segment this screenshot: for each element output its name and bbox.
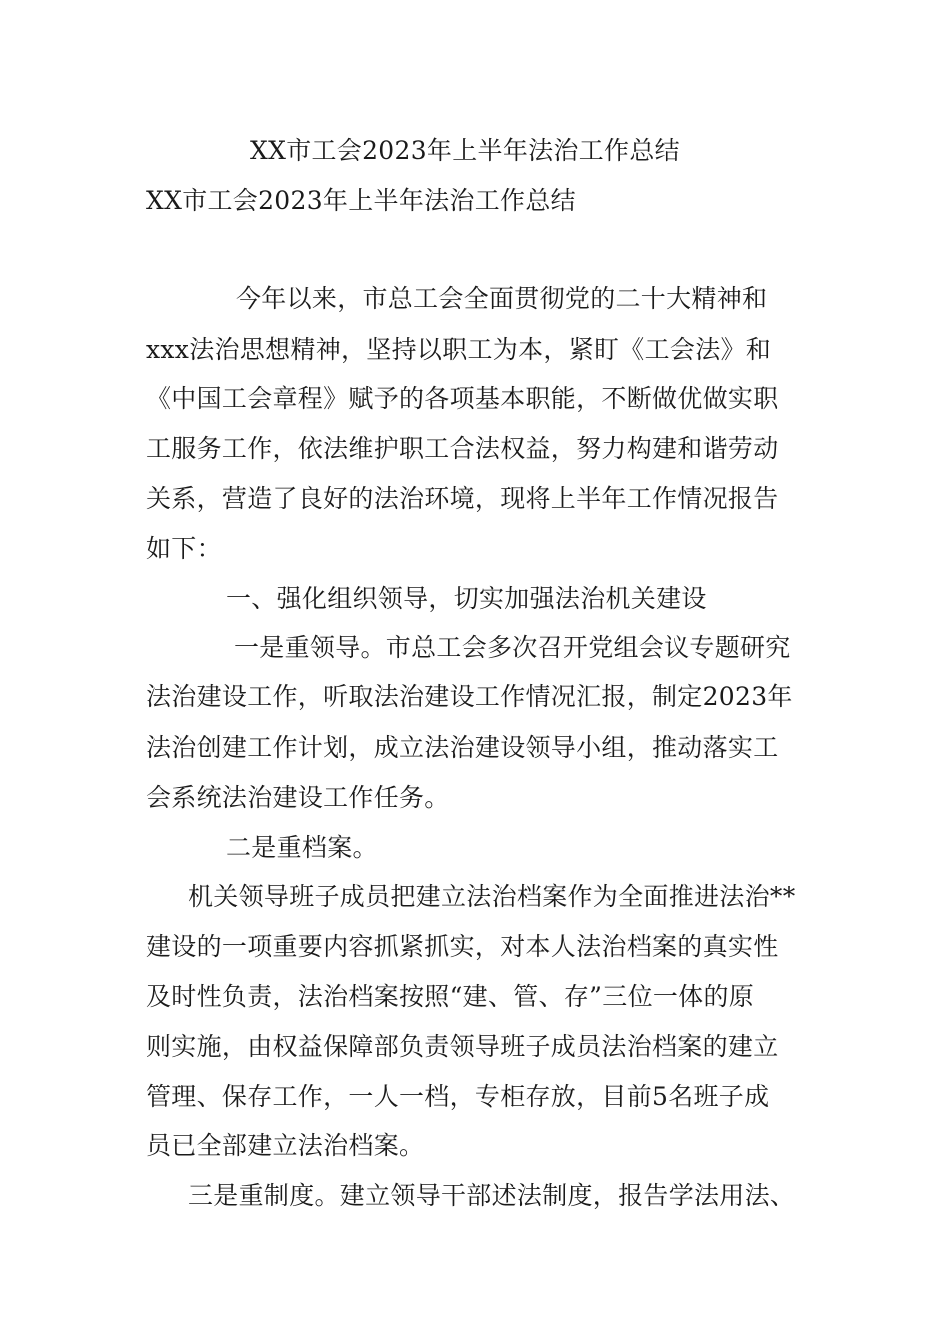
paragraph-line: 员已全部建立法治档案。 [146, 1131, 425, 1160]
paragraph-line: 今年以来，市总工会全面贯彻党的二十大精神和 [236, 284, 768, 313]
paragraph-line: 则实施，由权益保障部负责领导班子成员法治档案的建立 [146, 1032, 779, 1061]
paragraph-line: 及时性负责，法治档案按照“建、管、存”三位一体的原 [146, 982, 755, 1011]
paragraph-line: 《中国工会章程》赋予的各项基本职能，不断做优做实职 [146, 384, 779, 413]
paragraph-line: 工服务工作，依法维护职工合法权益，努力构建和谐劳动 [146, 434, 779, 463]
paragraph-line: 如下： [146, 534, 222, 563]
section-heading: 一、强化组织领导，切实加强法治机关建设 [226, 584, 707, 613]
paragraph-line: 法治创建工作计划，成立法治建设领导小组，推动落实工 [146, 733, 779, 762]
paragraph-line: 一是重领导。市总工会多次召开党组会议专题研究 [234, 633, 791, 662]
document-title-left: XX市工会2023年上半年法治工作总结 [146, 186, 576, 215]
document-title-centered: XX市工会2023年上半年法治工作总结 [250, 136, 680, 165]
paragraph-line: 三是重制度。建立领导干部述法制度，报告学法用法、 [188, 1181, 796, 1210]
paragraph-line: 机关领导班子成员把建立法治档案作为全面推进法治** [188, 882, 796, 911]
paragraph-line: 二是重档案。 [226, 833, 378, 862]
paragraph-line: 会系统法治建设工作任务。 [146, 783, 450, 812]
paragraph-line: 关系，营造了良好的法治环境，现将上半年工作情况报告 [146, 484, 779, 513]
paragraph-line: 管理、保存工作，一人一档，专柜存放，目前5名班子成 [146, 1082, 770, 1111]
paragraph-line: xxx法治思想精神，坚持以职工为本，紧盯《工会法》和 [146, 335, 772, 364]
paragraph-line: 法治建设工作，听取法治建设工作情况汇报，制定2023年 [146, 682, 793, 711]
paragraph-line: 建设的一项重要内容抓紧抓实，对本人法治档案的真实性 [146, 932, 779, 961]
